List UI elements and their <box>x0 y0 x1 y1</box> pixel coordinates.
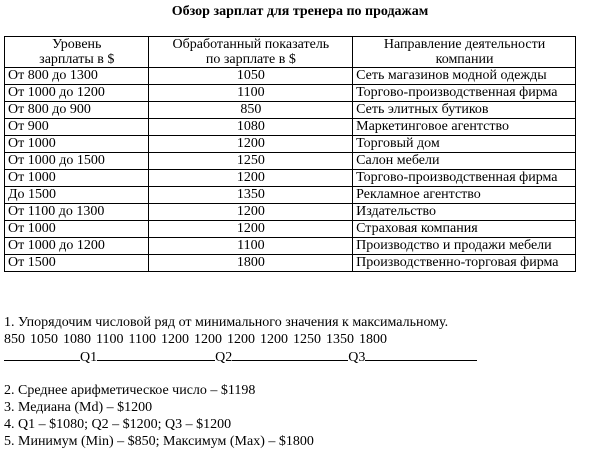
processed-salary-cell: 1050 <box>148 68 353 85</box>
table-row <box>5 136 576 153</box>
company-field-cell: Маркетинговое агентство <box>353 119 576 136</box>
note-item-4: 4. Q1 – $1080; Q2 – $1200; Q3 – $1200 <box>4 417 232 432</box>
table-row <box>5 119 576 136</box>
series-value: 1200 <box>259 332 288 347</box>
processed-salary-cell: 1200 <box>148 170 353 187</box>
quartile-mark-q2: Q2 <box>215 350 233 365</box>
table-row <box>5 85 576 102</box>
salary-level-cell: От 1000 до 1500 <box>5 153 149 170</box>
table-row <box>5 170 576 187</box>
processed-salary-cell: 1080 <box>148 119 353 136</box>
series-value: 1100 <box>96 332 124 347</box>
note-item-3: 3. Медиана (Md) – $1200 <box>4 400 153 415</box>
header-salary-level: Уровень зарплаты в $ <box>5 37 149 68</box>
table-header-row <box>5 37 576 68</box>
quartile-mark-q3: Q3 <box>348 350 366 365</box>
document-title: Обзор зарплат для тренера по продажам <box>171 4 429 19</box>
salary-level-cell: От 1000 <box>5 136 149 153</box>
processed-salary-cell: 850 <box>148 102 353 119</box>
company-field-cell: Производство и продажи мебели <box>353 238 576 255</box>
header-processed-salary: Обработанный показатель по зарплате в $ <box>148 37 353 68</box>
company-field-cell: Торгово-производственная фирма <box>353 170 576 187</box>
series-value: 1350 <box>325 332 354 347</box>
blank-line <box>232 348 348 361</box>
salary-level-cell: От 1500 <box>5 255 149 272</box>
processed-salary-cell: 1250 <box>148 153 353 170</box>
quartile-line <box>4 348 596 365</box>
table-row <box>5 153 576 170</box>
company-field-cell: Торгово-производственная фирма <box>353 85 576 102</box>
company-field-cell: Издательство <box>353 204 576 221</box>
table-row <box>5 187 576 204</box>
company-field-cell: Сеть элитных бутиков <box>353 102 576 119</box>
company-field-cell: Сеть магазинов модной одежды <box>353 68 576 85</box>
salary-level-cell: От 1000 <box>5 221 149 238</box>
processed-salary-cell: 1350 <box>148 187 353 204</box>
company-field-cell: Страховая компания <box>353 221 576 238</box>
series-value: 850 <box>4 332 25 347</box>
table-body <box>5 68 576 272</box>
company-field-cell: Салон мебели <box>353 153 576 170</box>
series-value: 1050 <box>30 332 58 347</box>
series-value: 1800 <box>358 332 387 347</box>
processed-salary-cell: 1100 <box>148 238 353 255</box>
company-field-cell: Торговый дом <box>353 136 576 153</box>
blank-line <box>4 348 80 361</box>
note-item-1: 1. Упорядочим числовой ряд от минимального значения к максимальному. <box>4 315 449 330</box>
ordered-series <box>4 331 596 348</box>
series-value: 1200 <box>160 332 189 347</box>
table-row <box>5 238 576 255</box>
processed-salary-cell: 1800 <box>148 255 353 272</box>
salary-level-cell: От 1000 до 1200 <box>5 85 149 102</box>
table-row <box>5 204 576 221</box>
salary-level-cell: От 800 до 900 <box>5 102 149 119</box>
salary-level-cell: От 800 до 1300 <box>5 68 149 85</box>
blank-line <box>97 348 215 361</box>
table-row <box>5 102 576 119</box>
quartile-mark-q1: Q1 <box>80 350 98 365</box>
analysis-notes <box>4 314 596 450</box>
salary-level-cell: От 1000 <box>5 170 149 187</box>
table-row <box>5 68 576 85</box>
processed-salary-cell: 1100 <box>148 85 353 102</box>
note-item-5: 5. Минимум (Min) – $850; Максимум (Max) – $1800 <box>4 434 314 449</box>
header-company-field: Направление деятельности компании <box>353 37 576 68</box>
salary-level-cell: От 1100 до 1300 <box>5 204 149 221</box>
series-value: 1080 <box>63 332 91 347</box>
series-value: 1250 <box>292 332 321 347</box>
table-row <box>5 255 576 272</box>
blank-line <box>365 348 477 361</box>
salary-table <box>4 36 576 272</box>
salary-level-cell: От 900 <box>5 119 149 136</box>
company-field-cell: Рекламное агентство <box>353 187 576 204</box>
salary-level-cell: До 1500 <box>5 187 149 204</box>
company-field-cell: Производственно-торговая фирма <box>353 255 576 272</box>
salary-level-cell: От 1000 до 1200 <box>5 238 149 255</box>
processed-salary-cell: 1200 <box>148 204 353 221</box>
series-value: 1200 <box>226 332 255 347</box>
series-value: 1100 <box>128 332 156 347</box>
processed-salary-cell: 1200 <box>148 136 353 153</box>
note-item-2: 2. Среднее арифметическое число – $1198 <box>4 383 256 398</box>
table-row <box>5 221 576 238</box>
series-value: 1200 <box>193 332 222 347</box>
processed-salary-cell: 1200 <box>148 221 353 238</box>
